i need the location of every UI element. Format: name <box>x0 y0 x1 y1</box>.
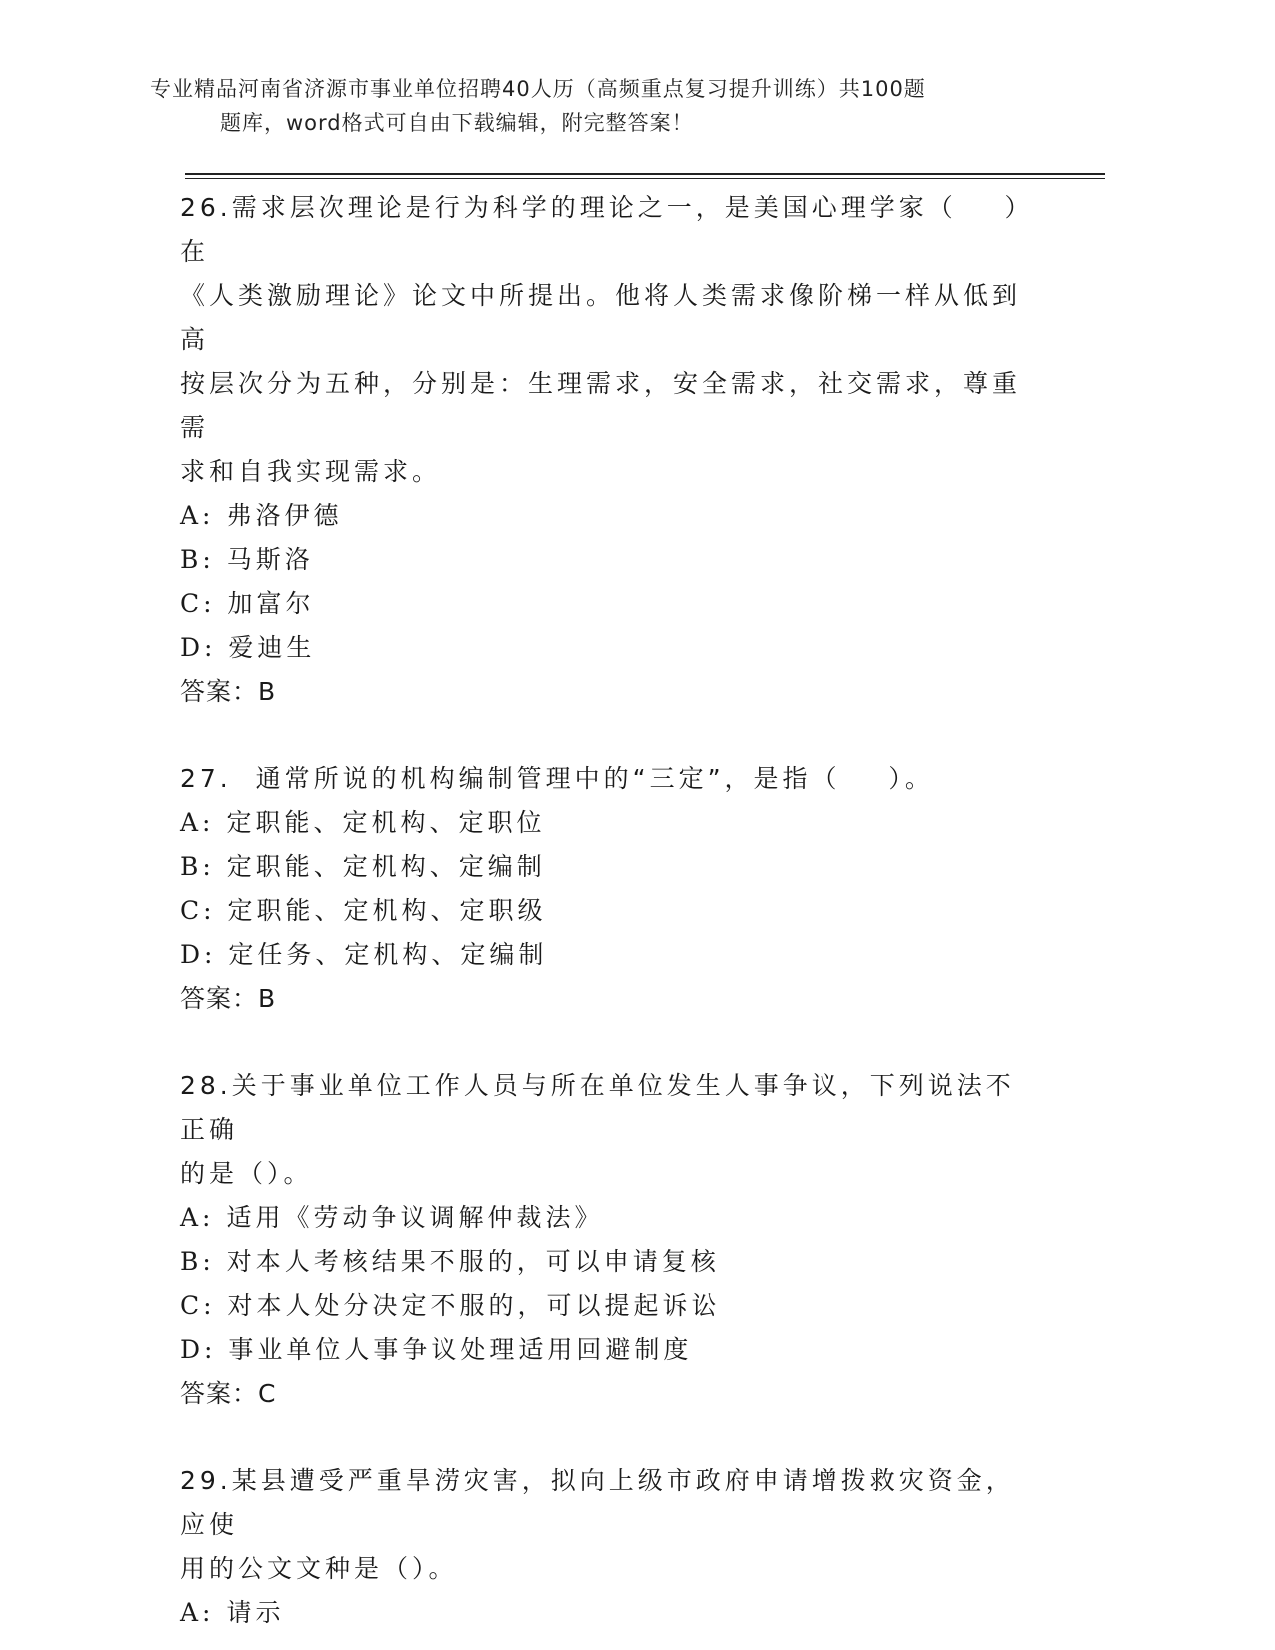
option-d: D: 定任务、定机构、定编制 <box>180 940 548 969</box>
question-stem-line: 的是（）。 <box>180 1159 313 1188</box>
header-line-1: 专业精品河南省济源市事业单位招聘40人历（高频重点复习提升训练）共100题 <box>150 77 926 101</box>
question-stem-line: 按层次分为五种，分别是：生理需求，安全需求，社交需求，尊重需 <box>180 369 1022 442</box>
option-b: B: 定职能、定机构、定编制 <box>180 852 546 881</box>
option-a: A: 定职能、定机构、定职位 <box>180 808 546 837</box>
option-c: C: 加富尔 <box>180 589 315 618</box>
question-29 <box>180 1459 1040 1635</box>
option-d: D: 事业单位人事争议处理适用回避制度 <box>180 1335 693 1364</box>
answer-line: 答案：B <box>180 984 277 1013</box>
option-a: A: 适用《劳动争议调解仲裁法》 <box>180 1203 604 1232</box>
question-list <box>180 186 1040 1635</box>
option-a: A: 请示 <box>180 1598 285 1627</box>
question-stem-line: 26.需求层次理论是行为科学的理论之一，是美国心理学家（ ）在 <box>180 193 1034 266</box>
question-stem-line: 用的公文文种是（）。 <box>180 1554 458 1583</box>
option-b: B: 马斯洛 <box>180 545 314 574</box>
answer-line: 答案：C <box>180 1379 277 1408</box>
question-27 <box>180 757 1040 1021</box>
header-line-2: 题库，word格式可自由下载编辑，附完整答案！ <box>220 111 694 135</box>
header-rule-thick <box>185 173 1105 175</box>
option-c: C: 对本人处分决定不服的，可以提起诉讼 <box>180 1291 721 1320</box>
question-stem-line: 27. 通常所说的机构编制管理中的“三定”，是指（ ）。 <box>180 764 934 793</box>
header-rule-thin <box>185 178 1105 179</box>
question-28 <box>180 1064 1040 1416</box>
answer-line: 答案：B <box>180 677 277 706</box>
question-stem-line: 28.关于事业单位工作人员与所在单位发生人事争议，下列说法不正确 <box>180 1071 1015 1144</box>
document-header <box>150 72 1090 140</box>
question-26 <box>180 186 1040 714</box>
question-stem-line: 求和自我实现需求。 <box>180 457 442 486</box>
option-d: D: 爱迪生 <box>180 633 316 662</box>
option-a: A: 弗洛伊德 <box>180 501 343 530</box>
option-c: C: 定职能、定机构、定职级 <box>180 896 547 925</box>
question-stem-line: 29.某县遭受严重旱涝灾害，拟向上级市政府申请增拨救灾资金，应使 <box>180 1466 1015 1539</box>
question-stem-line: 《人类激励理论》论文中所提出。他将人类需求像阶梯一样从低到高 <box>180 281 1022 354</box>
option-b: B: 对本人考核结果不服的，可以申请复核 <box>180 1247 720 1276</box>
